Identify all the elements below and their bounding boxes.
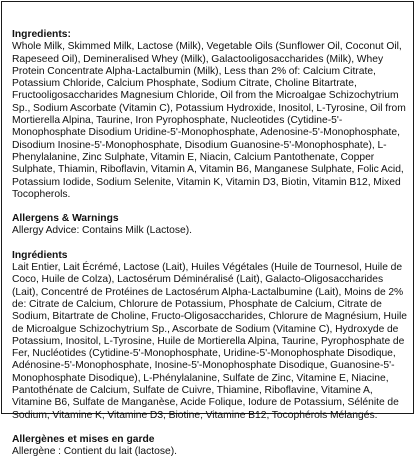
section-spacer xyxy=(12,201,407,213)
allergens-text-fr: Allergène : Contient du lait (lactose). xyxy=(12,446,177,458)
allergens-heading-en: Allergens & Warnings xyxy=(12,213,119,225)
ingredients-text-fr: Lait Entier, Lait Écrémé, Lactose (Lait), Huiles Végétales (Huile de Tournesol, Huile de Coco, Huile de Colza), Lactosérum Déminéralisé (Lait), Galacto-Oligosaccharides (Lait), Concentré de Protéines de Lactosérum Alpha-Lactalbumine (Lait), Moins de 2% de: Citrate de Calcium, Chlorure de Potassium, Phosphate de Calcium, Citrate de Sodium, Bitartrate de Choline, Fructo-Oligosaccharides, Chlorure de Magnésium, Huile de Microalgue Schizochytrium Sp., Ascorbate de Sodium (Vitamine C), Hydroxyde de Potassium, Inositol, L-Tyrosine, Huile de Mortierella Alpina, Taurine, Pyrophosphate de Fer, Nucléotides (Cytidine-5'-Monophosphate, Uridine-5'-Monophosphate Disodique, Adénosine-5'-Monophosphate, Inosine-5'-Monophosphate Disodique, Guanosine-5'-Monophosphate Disodique), L-Phénylalanine, Sulfate de Zinc, Vitamine E, Niacine, Pantothénate de Calcium, Sulfate de Cuivre, Thiamine, Riboflavine, Vitamine A, Vitamine B6, Sulfate de Manganèse, Acide Folique, Iodure de Potassium, Sélénite de Sodium, Vitamine K, Vitamine D3, Biotine, Vitamine B12, Tocophérols Mélangés. xyxy=(12,262,408,421)
ingredients-heading-en: Ingredients: xyxy=(12,29,71,40)
allergens-heading-fr: Allergènes et mises en garde xyxy=(12,433,155,445)
allergens-text-en: Allergy Advice: Contains Milk (Lactose). xyxy=(12,225,193,237)
section-spacer xyxy=(12,422,407,434)
section-spacer xyxy=(12,238,407,250)
ingredients-text-en: Whole Milk, Skimmed Milk, Lactose (Milk), Vegetable Oils (Sunflower Oil, Coconut Oil, Rapeseed Oil), Demineralised Whey (Milk), Galactooligosaccharides (Milk), Whey Protein Concentrate Alpha-Lactalbumin (Milk), Less than 2% of: Calcium Citrate, Potassium Chloride, Calcium Phosphate, Sodium Citrate, Choline Bitartrate, Fructooligosaccharides Magnesium Chloride, Oil from the Microalgae Schizochytrium Sp., Sodium Ascorbate (Vitamin C), Potassium Hydroxide, Inositol, L-Tyrosine, Oil from Mortierella Alpina, Taurine, Iron Pyrophosphate, Nucleotides (Cytidine-5'-Monophosphate Disodium Uridine-5'-Monophosphate, Adenosine-5'-Monophosphate, Disodium Inosine-5'-Monophosphate, Disodium Guanosine-5'-Monophosphate), L-Phenylalanine, Zinc Sulphate, Vitamin E, Niacin, Calcium Pantothenate, Copper Sulphate, Thiamin, Riboflavin, Vitamin A, Vitamin B6, Manganese Sulphate, Folic Acid, Potassium Iodide, Sodium Selenite, Vitamin K, Vitamin D3, Biotin, Vitamin B12, Mixed Tocopherols. xyxy=(12,41,406,200)
label-panel xyxy=(1,1,414,458)
ingredients-heading-fr: Ingrédients xyxy=(12,249,68,261)
label-content xyxy=(12,29,407,459)
